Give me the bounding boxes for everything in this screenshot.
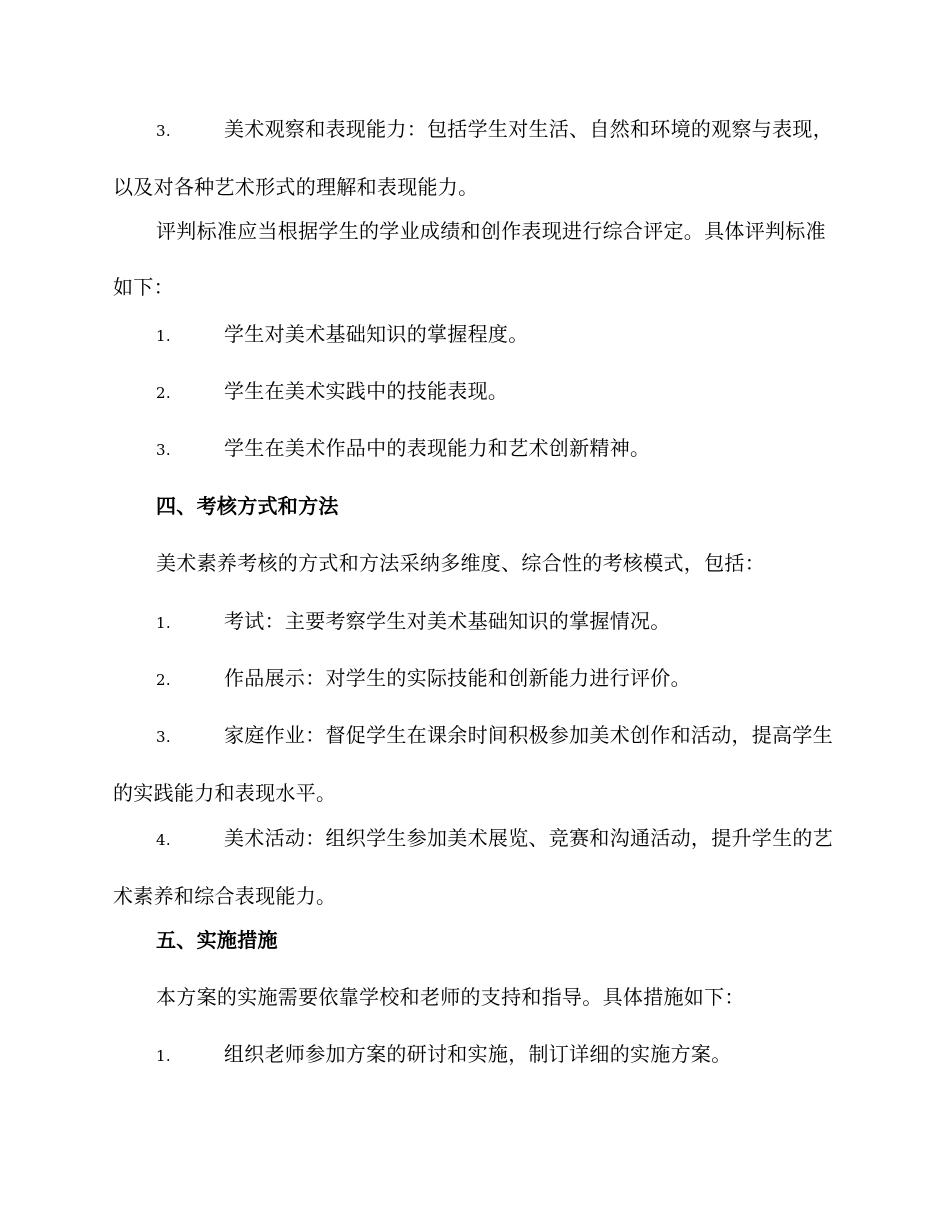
list-item [113,707,835,821]
list-item-number: 2. [156,384,171,402]
list-item [113,306,835,364]
list-item [113,101,835,215]
list-item-text: 美术观察和表现能力：包括学生对生活、自然和环境的观察与表现，以及对各种艺术形式的理解和表现能力。 [113,117,833,199]
list-item-number: 3. [156,728,171,746]
list-item-text: 美术活动：组织学生参加美术展览、竞赛和沟通活动，提升学生的艺术素养和综合表现能力。 [113,826,833,908]
list-item-text: 作品展示：对学生的实际技能和创新能力进行评价。 [224,666,691,690]
paragraph: 本方案的实施需要依靠学校和老师的支持和指导。具体措施如下： [156,985,745,1009]
list-item-number: 4. [156,831,171,849]
list-item-text: 学生对美术基础知识的掌握程度。 [224,322,529,346]
section-heading: 五、实施措施 [156,928,278,952]
paragraph: 评判标准应当根据学生的学业成绩和创作表现进行综合评定。具体评判标准如下： [113,219,826,299]
list-item-number: 2. [156,671,171,689]
list-item [113,593,835,651]
section-heading: 四、考核方式和方法 [156,494,339,518]
list-item-number: 3. [156,441,171,459]
list-item-text: 家庭作业：督促学生在课余时间积极参加美术创作和活动，提高学生的实践能力和表现水平。 [113,723,833,805]
list-item-number: 1. [156,614,171,632]
paragraph: 美术素养考核的方式和方法采纳多维度、综合性的考核模式，包括： [156,551,765,575]
list-item-number: 1. [156,327,171,345]
list-item-number: 3. [156,122,171,140]
list-item-text: 考试：主要考察学生对美术基础知识的掌握情况。 [224,609,671,633]
list-item-number: 1. [156,1047,171,1065]
list-item [113,363,835,421]
list-item-text: 组织老师参加方案的研讨和实施，制订详细的实施方案。 [224,1042,732,1066]
list-item [113,1026,835,1084]
list-item-text: 学生在美术作品中的表现能力和艺术创新精神。 [224,436,651,460]
list-item [113,650,835,708]
list-item [113,810,835,924]
list-item [113,420,835,478]
list-item-text: 学生在美术实践中的技能表现。 [224,379,509,403]
